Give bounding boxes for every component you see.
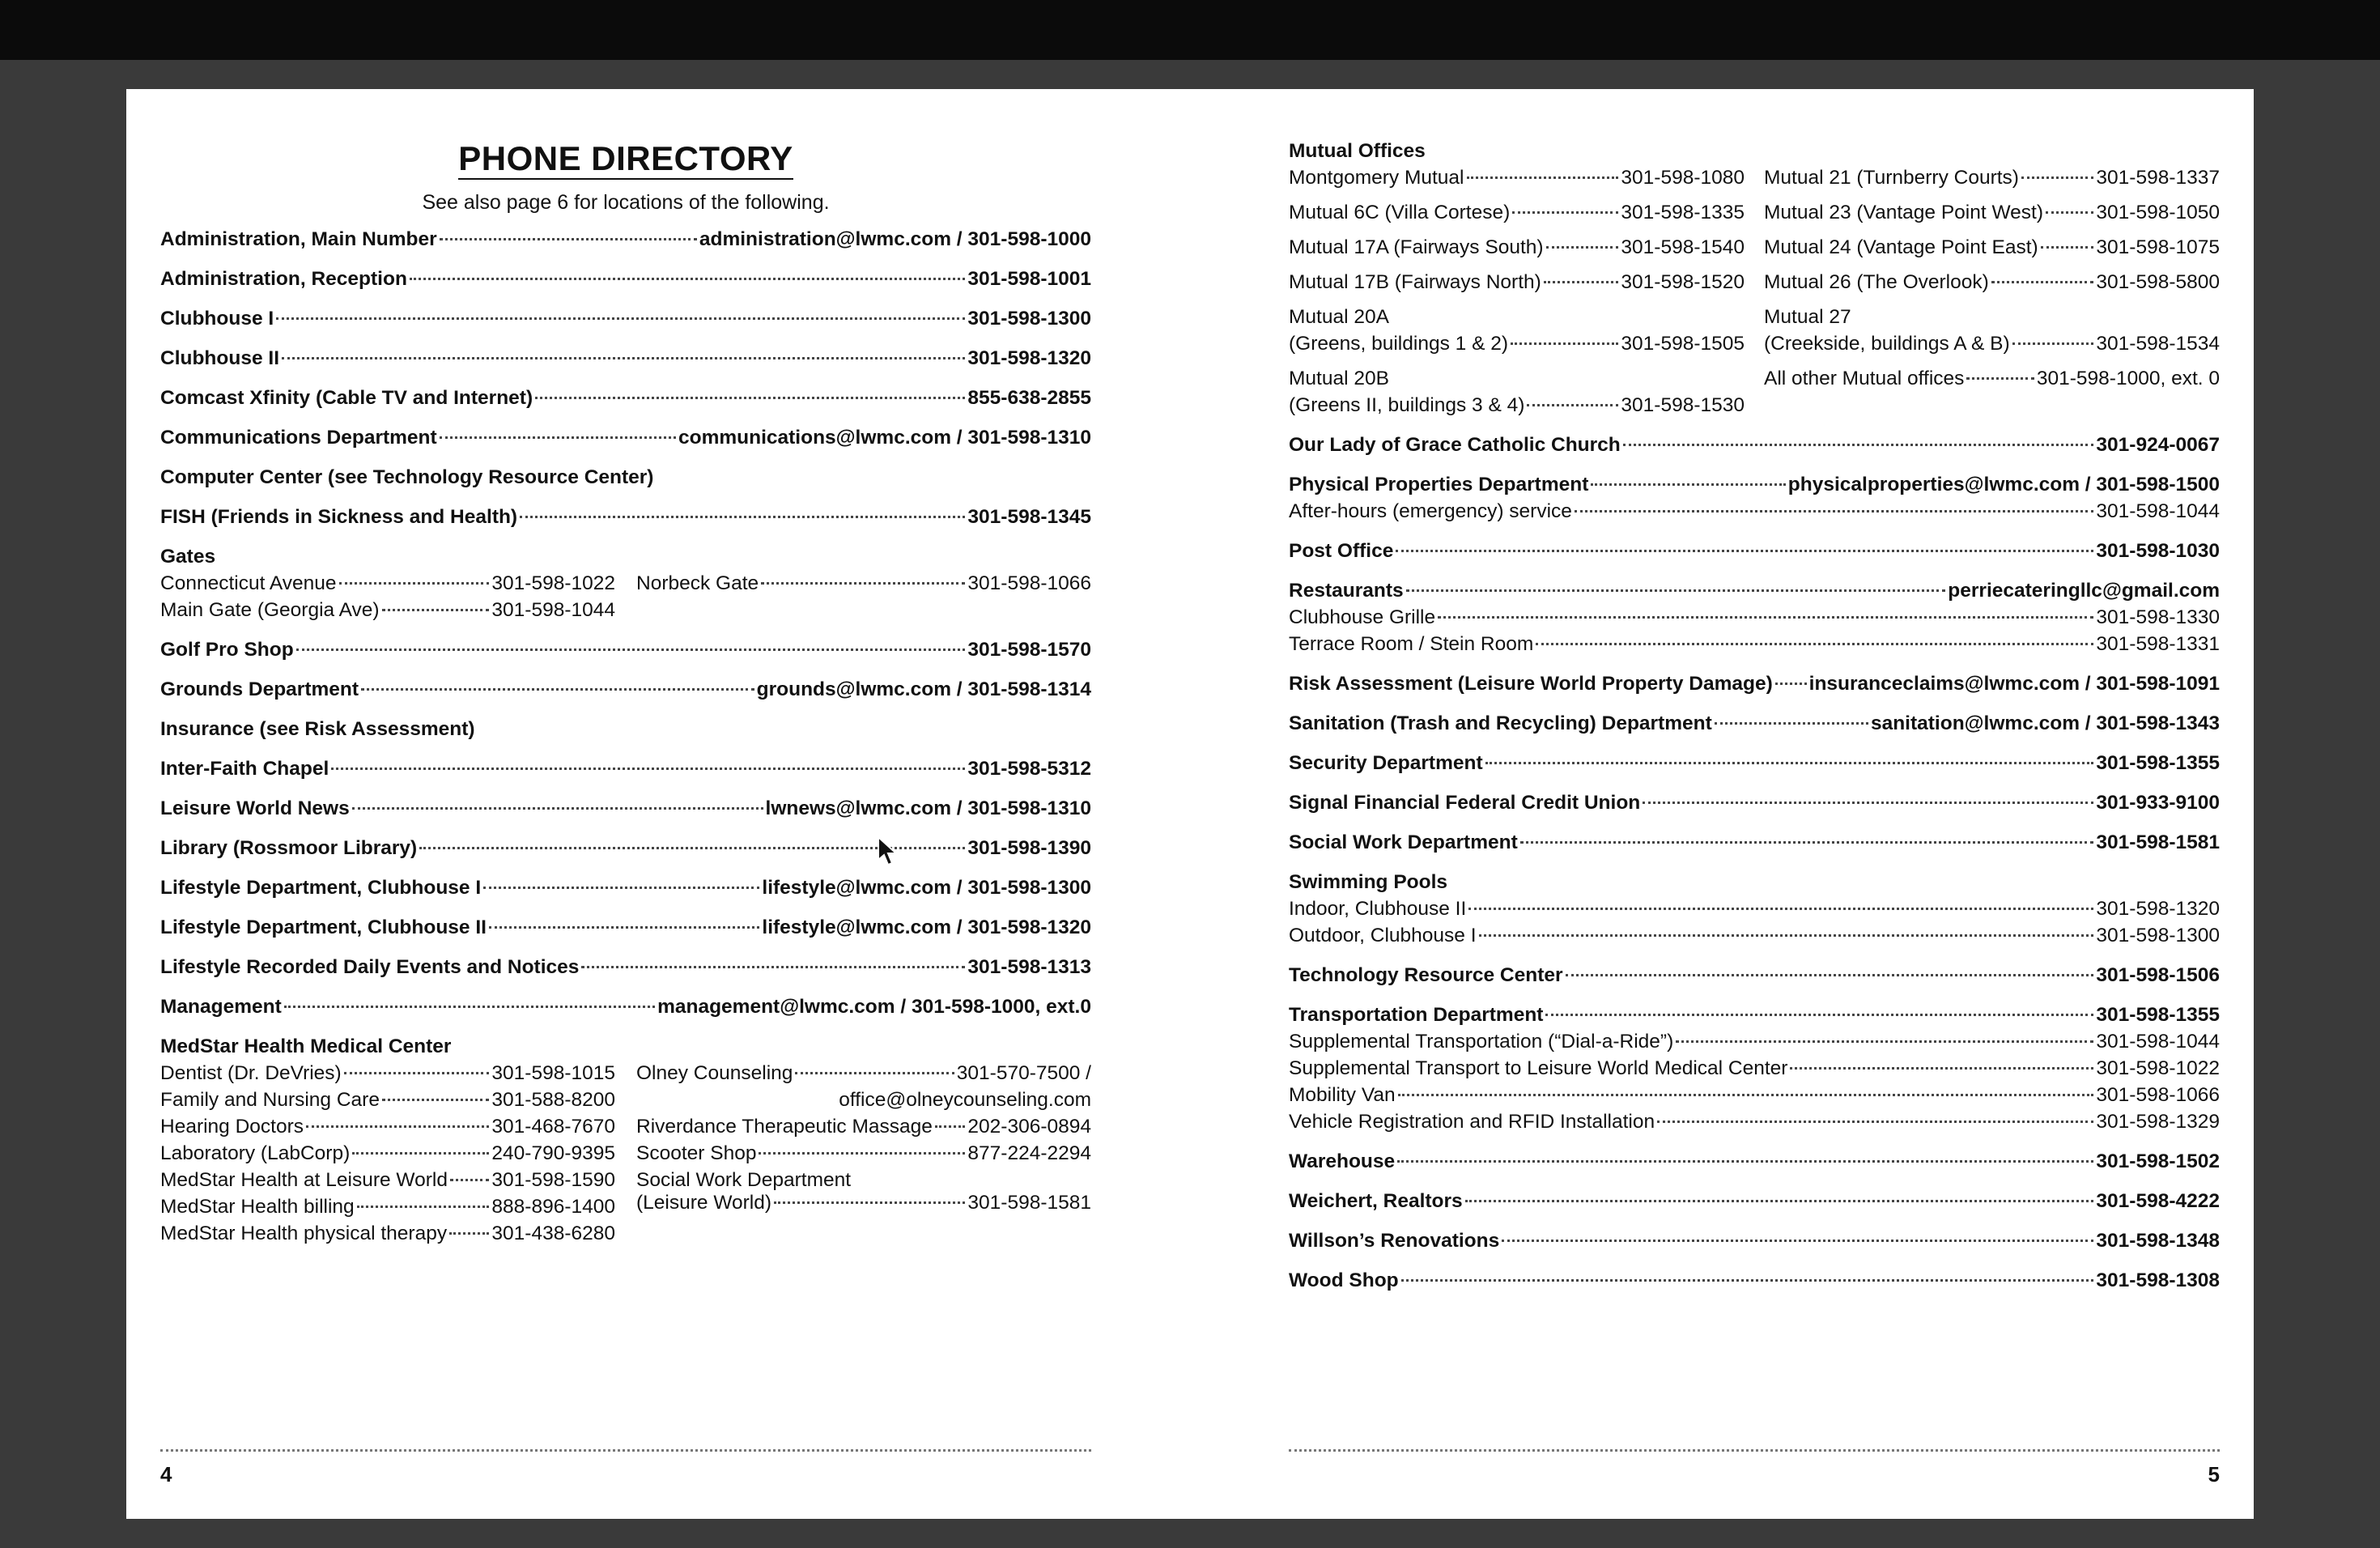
directory-subentry: Supplemental Transportation (“Dial-a-Ride”) 301-598-1044 xyxy=(1289,1031,2220,1053)
swimming-pools-section xyxy=(1289,869,2220,949)
directory-subentry: (Greens, buildings 1 & 2) 301-598-1505 xyxy=(1289,333,1745,355)
mutual-20a-label: Mutual 20A xyxy=(1289,306,1389,328)
page-number: 5 xyxy=(2208,1462,2220,1486)
directory-entry: Security Department 301-598-1355 xyxy=(1289,752,2220,774)
directory-entry: Administration, Reception 301-598-1001 xyxy=(160,268,1091,290)
directory-subentry: Dentist (Dr. DeVries) 301-598-1015 xyxy=(160,1062,615,1084)
page-title: PHONE DIRECTORY xyxy=(160,139,1091,178)
directory-entry: Wood Shop 301-598-1308 xyxy=(1289,1269,2220,1291)
directory-subentry: Riverdance Therapeutic Massage 202-306-0894 xyxy=(636,1116,1091,1138)
directory-entry: Signal Financial Federal Credit Union 301-933-9100 xyxy=(1289,792,2220,814)
directory-entry: Comcast Xfinity (Cable TV and Internet) 855-638-2855 xyxy=(160,387,1091,409)
directory-entry: Lifestyle Department, Clubhouse I lifestyle@lwmc.com / 301-598-1300 xyxy=(160,877,1091,899)
directory-subentry: Hearing Doctors 301-468-7670 xyxy=(160,1116,615,1138)
directory-entry: Grounds Department grounds@lwmc.com / 301-598-1314 xyxy=(160,678,1091,700)
section-heading: MedStar Health Medical Center xyxy=(160,1036,452,1057)
section-heading: Mutual Offices xyxy=(1289,140,1426,162)
directory-subentry: Family and Nursing Care 301-588-8200 xyxy=(160,1089,615,1111)
page-4 xyxy=(160,89,1091,1519)
directory-entry: Risk Assessment (Leisure World Property Damage) insuranceclaims@lwmc.com / 301-598-1091 xyxy=(1289,673,2220,695)
directory-subentry: Supplemental Transport to Leisure World Medical Center 301-598-1022 xyxy=(1289,1057,2220,1079)
section-heading: Swimming Pools xyxy=(1289,871,1448,893)
page-5 xyxy=(1289,89,2220,1519)
directory-entry: Sanitation (Trash and Recycling) Department sanitation@lwmc.com / 301-598-1343 xyxy=(1289,712,2220,734)
directory-entry: Clubhouse II 301-598-1320 xyxy=(160,347,1091,369)
directory-subentry: Mutual 26 (The Overlook) 301-598-5800 xyxy=(1764,271,2220,293)
viewer-top-bar xyxy=(0,0,2380,60)
directory-entry: Social Work Department 301-598-1581 xyxy=(1289,831,2220,853)
directory-subentry: Mutual 17B (Fairways North) 301-598-1520 xyxy=(1289,271,1745,293)
social-work-label: Social Work Department xyxy=(636,1169,852,1191)
directory-subentry: Clubhouse Grille 301-598-1330 xyxy=(1289,606,2220,628)
directory-entry: FISH (Friends in Sickness and Health) 301-598-1345 xyxy=(160,506,1091,528)
directory-subentry: (Creekside, buildings A & B) 301-598-1534 xyxy=(1764,333,2220,355)
directory-entry: Management management@lwmc.com / 301-598-1000, ext.0 xyxy=(160,996,1091,1018)
directory-subentry: Scooter Shop 877-224-2294 xyxy=(636,1142,1091,1164)
directory-entry: Transportation Department 301-598-1355 xyxy=(1289,1004,2220,1026)
gates-section xyxy=(160,543,1091,623)
directory-entry: Post Office 301-598-1030 xyxy=(1289,540,2220,562)
medstar-section xyxy=(160,1033,1091,1247)
directory-subentry: All other Mutual offices 301-598-1000, ext. 0 xyxy=(1764,368,2220,389)
page-subtitle: See also page 6 for locations of the following. xyxy=(422,191,830,214)
directory-subentry: Norbeck Gate 301-598-1066 xyxy=(636,572,1091,594)
directory-subentry: After-hours (emergency) service 301-598-1044 xyxy=(1289,500,2220,522)
page-number: 4 xyxy=(160,1462,172,1486)
directory-subentry: MedStar Health billing 888-896-1400 xyxy=(160,1196,615,1218)
directory-subentry: Mutual 24 (Vantage Point East) 301-598-1075 xyxy=(1764,236,2220,258)
directory-subentry: Connecticut Avenue 301-598-1022 xyxy=(160,572,615,594)
directory-subentry: MedStar Health at Leisure World 301-598-1590 xyxy=(160,1169,615,1191)
directory-subentry: Mutual 21 (Turnberry Courts) 301-598-1337 xyxy=(1764,167,2220,189)
document-spread xyxy=(126,89,2254,1519)
arrow-cursor-icon xyxy=(876,836,900,868)
directory-entry: Administration, Main Number administration@lwmc.com / 301-598-1000 xyxy=(160,228,1091,250)
directory-subentry: (Leisure World) 301-598-1581 xyxy=(636,1192,1091,1214)
mutual-20b-label: Mutual 20B xyxy=(1289,368,1389,389)
directory-subentry: Montgomery Mutual 301-598-1080 xyxy=(1289,167,1745,189)
directory-subentry: Vehicle Registration and RFID Installation 301-598-1329 xyxy=(1289,1111,2220,1133)
directory-entry: Clubhouse I 301-598-1300 xyxy=(160,308,1091,330)
directory-subentry: Mutual 17A (Fairways South) 301-598-1540 xyxy=(1289,236,1745,258)
footer-rule xyxy=(160,1449,1091,1452)
directory-entry: Leisure World News lwnews@lwmc.com / 301-598-1310 xyxy=(160,797,1091,819)
directory-subentry: Outdoor, Clubhouse I 301-598-1300 xyxy=(1289,925,2220,946)
directory-entry: Inter-Faith Chapel 301-598-5312 xyxy=(160,758,1091,780)
directory-entry: Library (Rossmoor Library) 301-598-1390 xyxy=(160,837,1091,859)
directory-entry: Warehouse 301-598-1502 xyxy=(1289,1150,2220,1172)
directory-subentry: MedStar Health physical therapy 301-438-6280 xyxy=(160,1223,615,1244)
olney-email: office@olneycounseling.com xyxy=(839,1089,1091,1111)
directory-entry: Lifestyle Recorded Daily Events and Notices 301-598-1313 xyxy=(160,956,1091,978)
directory-subentry: (Greens II, buildings 3 & 4) 301-598-1530 xyxy=(1289,394,1745,416)
directory-subentry: Olney Counseling 301-570-7500 / xyxy=(636,1062,1091,1084)
directory-entry: Physical Properties Department physicalproperties@lwmc.com / 301-598-1500 xyxy=(1289,474,2220,495)
directory-subentry: Main Gate (Georgia Ave) 301-598-1044 xyxy=(160,599,615,621)
footer-rule xyxy=(1289,1449,2220,1452)
directory-subentry: Terrace Room / Stein Room 301-598-1331 xyxy=(1289,633,2220,655)
section-heading: Gates xyxy=(160,546,216,568)
directory-subentry: Mutual 23 (Vantage Point West) 301-598-1050 xyxy=(1764,202,2220,223)
directory-heading: Computer Center (see Technology Resource Center) xyxy=(160,466,654,488)
directory-subentry: Mutual 6C (Villa Cortese) 301-598-1335 xyxy=(1289,202,1745,223)
directory-entry: Willson’s Renovations 301-598-1348 xyxy=(1289,1230,2220,1252)
directory-heading: Insurance (see Risk Assessment) xyxy=(160,718,475,740)
directory-subentry: Laboratory (LabCorp) 240-790-9395 xyxy=(160,1142,615,1164)
mutual-offices xyxy=(1289,164,2220,427)
directory-subentry: Indoor, Clubhouse II 301-598-1320 xyxy=(1289,898,2220,920)
directory-entry: Weichert, Realtors 301-598-4222 xyxy=(1289,1190,2220,1212)
directory-subentry: Mobility Van 301-598-1066 xyxy=(1289,1084,2220,1106)
directory-entry: Golf Pro Shop 301-598-1570 xyxy=(160,639,1091,661)
directory-entry: Technology Resource Center 301-598-1506 xyxy=(1289,964,2220,986)
directory-entry: Restaurants perriecateringllc@gmail.com xyxy=(1289,580,2220,602)
mutual-27-label: Mutual 27 xyxy=(1764,306,1851,328)
directory-entry: Lifestyle Department, Clubhouse II lifestyle@lwmc.com / 301-598-1320 xyxy=(160,916,1091,938)
directory-entry: Communications Department communications@lwmc.com / 301-598-1310 xyxy=(160,427,1091,449)
directory-entry: Our Lady of Grace Catholic Church 301-924-0067 xyxy=(1289,434,2220,456)
